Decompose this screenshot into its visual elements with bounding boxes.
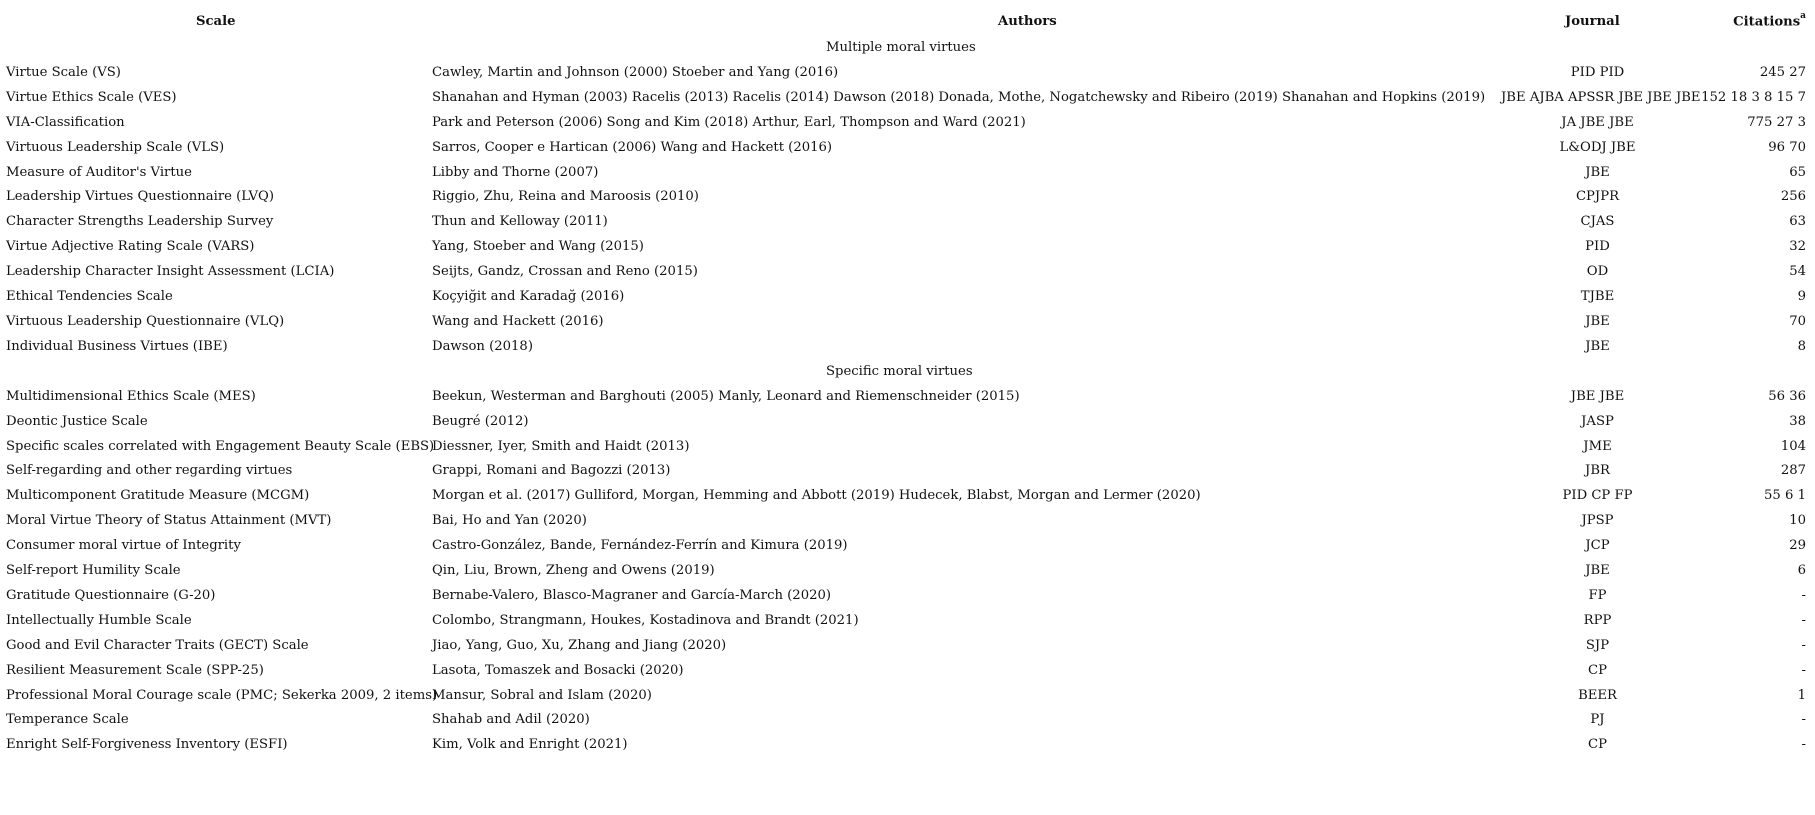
table-row [6,609,1806,634]
table-row [6,235,1806,260]
cell-journal: RPP [1583,612,1612,628]
cell-authors: Diessner, Iyer, Smith and Haidt (2013) [432,438,690,454]
cell-journal: PID CP FP [1562,488,1633,504]
cell-citations: 1 [1797,687,1806,703]
cell-citations: - [1801,712,1806,728]
header-authors: Authors [998,13,1057,29]
cell-journal: SJP [1585,637,1610,653]
cell-citations: 287 [1780,463,1806,479]
cell-journal: FP [1588,587,1607,603]
section-row [6,36,1806,61]
header-citations [1694,6,1806,36]
cell-citations: 70 [1789,313,1806,329]
cell-scale: Enright Self-Forgiveness Inventory (ESFI) [6,737,288,753]
cell-authors: Bernabe-Valero, Blasco-Magraner and García-March (2020) [432,587,832,603]
cell-authors: Yang, Stoeber and Wang (2015) [432,239,644,255]
cell-authors: Bai, Ho and Yan (2020) [432,513,587,529]
cell-authors: Beugré (2012) [432,413,529,429]
cell-journal: JCP [1585,538,1610,554]
cell-journal: JBE [1585,164,1610,180]
cell-authors: Qin, Liu, Brown, Zheng and Owens (2019) [432,563,715,579]
cell-scale: Resilient Measurement Scale (SPP-25) [6,662,264,678]
cell-journal: JBR [1585,463,1610,479]
cell-scale: Leadership Character Insight Assessment (LCIA) [6,264,335,280]
cell-scale: Ethical Tendencies Scale [6,289,173,305]
cell-authors: Libby and Thorne (2007) [432,164,599,180]
cell-journal: JBE [1585,313,1610,329]
table-row [6,210,1806,235]
table-row [6,459,1806,484]
cell-scale: Virtue Ethics Scale (VES) [6,89,177,105]
cell-authors: Kim, Volk and Enright (2021) [432,737,628,753]
cell-journal: CPJPR [1575,189,1620,205]
cell-scale: Moral Virtue Theory of Status Attainment (MVT) [6,513,332,529]
section-row [6,360,1806,385]
cell-journal: JME [1583,438,1612,454]
cell-authors: Seijts, Gandz, Crossan and Reno (2015) [432,264,698,280]
cell-authors: Castro-González, Bande, Fernández-Ferrín and Kimura (2019) [432,538,848,554]
cell-scale: Character Strengths Leadership Survey [6,214,274,230]
cell-authors: Colombo, Strangmann, Houkes, Kostadinova and Brandt (2021) [432,612,859,628]
cell-scale: Measure of Auditor's Virtue [6,164,192,180]
table-row [6,136,1806,161]
cell-citations: 32 [1789,239,1806,255]
table-row [6,509,1806,534]
cell-citations: 63 [1789,214,1806,230]
cell-citations: 55 6 1 [1764,488,1806,504]
cell-journal: JBE [1585,563,1610,579]
cell-citations: 152 18 3 8 15 7 [1701,89,1806,105]
cell-authors: Riggio, Zhu, Reina and Maroosis (2010) [432,189,699,205]
cell-authors: Shanahan and Hyman (2003) Racelis (2013) Racelis (2014) Dawson (2018) Donada, Mothe, Nogatchewsky and Ribeiro (2019) Shanahan and Hopkins (2019) [432,89,1486,105]
cell-citations: 54 [1789,264,1806,280]
cell-scale: Intellectually Humble Scale [6,612,192,628]
cell-scale: Virtuous Leadership Questionnaire (VLQ) [6,313,285,329]
cell-scale: Gratitude Questionnaire (G-20) [6,587,216,603]
cell-citations: 96 70 [1768,139,1806,155]
cell-citations: 65 [1789,164,1806,180]
header-row [6,6,1806,36]
cell-citations: 29 [1789,538,1806,554]
table-row [6,335,1806,360]
table-row [6,185,1806,210]
cell-citations: 775 27 3 [1747,114,1806,130]
scales-table [6,6,1806,758]
cell-scale: Professional Moral Courage scale (PMC; Sekerka 2009, 2 items) [6,687,438,703]
cell-scale: Good and Evil Character Traits (GECT) Scale [6,637,309,653]
cell-scale: Individual Business Virtues (IBE) [6,338,228,354]
cell-scale: Deontic Justice Scale [6,413,148,429]
cell-citations: - [1801,637,1806,653]
cell-citations: 9 [1797,289,1806,305]
table-body [6,36,1806,758]
cell-journal: L&ODJ JBE [1559,139,1636,155]
table-row [6,659,1806,684]
table-row [6,111,1806,136]
table-row [6,534,1806,559]
cell-journal: JA JBE JBE [1561,114,1634,130]
table-row [6,61,1806,86]
header-scale: Scale [196,13,236,29]
cell-citations: - [1801,587,1806,603]
cell-journal: PJ [1590,712,1605,728]
cell-journal: CP [1588,737,1607,753]
cell-citations: 245 27 [1759,64,1806,80]
header-journal: Journal [1565,13,1620,29]
cell-scale: Leadership Virtues Questionnaire (LVQ) [6,189,274,205]
table-row [6,684,1806,709]
cell-scale: Self-regarding and other regarding virtues [6,463,293,479]
cell-authors: Thun and Kelloway (2011) [432,214,608,230]
cell-authors: Wang and Hackett (2016) [432,313,604,329]
cell-journal: JASP [1581,413,1614,429]
table-row [6,435,1806,460]
cell-authors: Koçyiğit and Karadağ (2016) [432,289,625,305]
cell-scale: Virtuous Leadership Scale (VLS) [6,139,225,155]
table-row [6,584,1806,609]
cell-scale: Virtue Scale (VS) [6,64,121,80]
cell-journal: OD [1586,264,1609,280]
cell-journal: JBE JBE [1570,388,1625,404]
cell-citations: - [1801,612,1806,628]
cell-citations: 38 [1789,413,1806,429]
header-citations-label: Citations [1733,14,1801,30]
cell-authors: Jiao, Yang, Guo, Xu, Zhang and Jiang (2020) [432,637,727,653]
cell-scale: Consumer moral virtue of Integrity [6,538,241,554]
cell-citations: 8 [1797,338,1806,354]
cell-authors: Dawson (2018) [432,338,533,354]
table-row [6,385,1806,410]
cell-authors: Morgan et al. (2017) Gulliford, Morgan, Hemming and Abbott (2019) Hudecek, Blabst, Morgan and Lermer (2020) [432,488,1201,504]
cell-scale: Virtue Adjective Rating Scale (VARS) [6,239,255,255]
cell-journal: JPSP [1581,513,1614,529]
cell-citations: - [1801,737,1806,753]
table-row [6,410,1806,435]
cell-authors: Grappi, Romani and Bagozzi (2013) [432,463,671,479]
cell-journal: JBE AJBA APSSR JBE JBE JBE [1501,89,1701,105]
cell-authors: Park and Peterson (2006) Song and Kim (2018) Arthur, Earl, Thompson and Ward (2021) [432,114,1026,130]
table-row [6,161,1806,186]
cell-journal: JBE [1585,338,1610,354]
cell-citations: - [1801,662,1806,678]
table-row [6,708,1806,733]
cell-scale: Temperance Scale [6,712,129,728]
section-title: Specific moral virtues [826,363,973,379]
cell-journal: CP [1588,662,1607,678]
header-citations-footnote: a [1800,10,1806,21]
table-row [6,260,1806,285]
table-row [6,285,1806,310]
cell-citations: 56 36 [1768,388,1806,404]
cell-authors: Lasota, Tomaszek and Bosacki (2020) [432,662,684,678]
cell-journal: BEER [1578,687,1617,703]
cell-authors: Sarros, Cooper e Hartican (2006) Wang and Hackett (2016) [432,139,833,155]
cell-authors: Mansur, Sobral and Islam (2020) [432,687,652,703]
table-row [6,310,1806,335]
cell-scale: Multicomponent Gratitude Measure (MCGM) [6,488,310,504]
table-row [6,634,1806,659]
cell-scale: VIA-Classification [6,114,125,130]
cell-journal: CJAS [1580,214,1615,230]
cell-authors: Beekun, Westerman and Barghouti (2005) Manly, Leonard and Riemenschneider (2015) [432,388,1020,404]
section-title: Multiple moral virtues [826,40,976,55]
cell-citations: 256 [1780,189,1806,205]
cell-authors: Shahab and Adil (2020) [432,712,590,728]
table-row [6,559,1806,584]
cell-journal: PID PID [1570,64,1625,80]
cell-scale: Specific scales correlated with Engagement Beauty Scale (EBS) [6,438,435,454]
cell-citations: 10 [1789,513,1806,529]
cell-journal: PID [1585,239,1610,255]
cell-citations: 104 [1780,438,1806,454]
cell-journal: TJBE [1580,289,1615,305]
table-row [6,484,1806,509]
cell-scale: Self-report Humility Scale [6,563,181,579]
cell-authors: Cawley, Martin and Johnson (2000) Stoeber and Yang (2016) [432,64,839,80]
cell-citations: 6 [1797,563,1806,579]
table-row [6,733,1806,758]
cell-scale: Multidimensional Ethics Scale (MES) [6,388,256,404]
table-row [6,86,1806,111]
